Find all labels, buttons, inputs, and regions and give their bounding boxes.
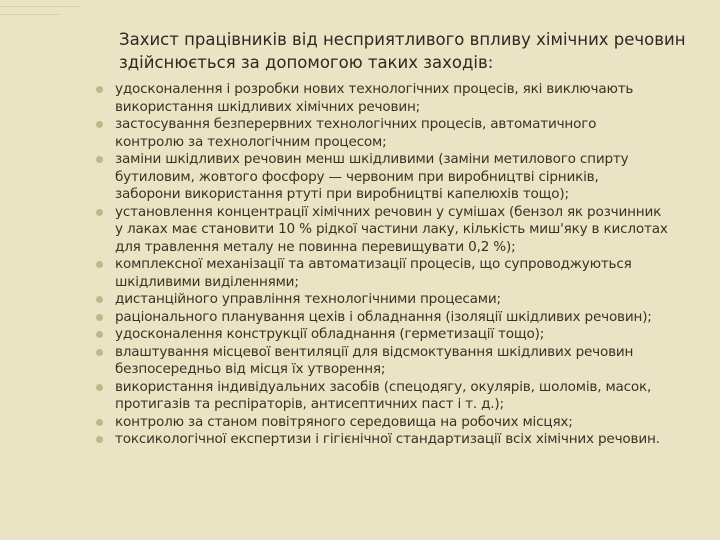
bullet-text-line: установлення концентрації хімічних речовин у сумішах (бензол як розчинник: [115, 203, 662, 220]
bullet-dot-icon: [96, 121, 103, 128]
bullet-item: [0, 81, 720, 116]
bullet-item: [0, 204, 720, 257]
bullet-dot-icon: [96, 419, 103, 426]
bullet-dot-icon: [96, 156, 103, 163]
slide-title-line: Захист працівників від несприятливого впливу хімічних речовин: [119, 30, 686, 49]
bullet-text-line: використання індивідуальних засобів (спецодягу, окулярів, шоломів, масок,: [115, 378, 652, 395]
bullet-text-line: заміни шкідливих речовин менш шкідливими (заміни метилового спирту: [115, 151, 629, 167]
bullet-text-line: дистанційного управління технологічними процесами;: [115, 291, 501, 307]
bullet-dot-icon: [96, 331, 103, 338]
bullet-item: [0, 309, 720, 327]
bullet-dot-icon: [96, 384, 103, 391]
bullet-dot-icon: [96, 261, 103, 268]
bullet-text-line: шкідливими виділеннями;: [115, 273, 299, 290]
bullet-text-line: безпосередньо від місця їх утворення;: [115, 361, 386, 377]
bullet-list: [0, 81, 720, 449]
bullet-text-line: контролю за станом повітряного середовища на робочих місцях;: [115, 413, 573, 430]
bullet-dot-icon: [96, 209, 103, 216]
bullet-text-line: використання шкідливих хімічних речовин;: [115, 98, 421, 115]
bullet-dot-icon: [96, 296, 103, 303]
bullet-dot-icon: [96, 349, 103, 356]
bullet-item: [0, 379, 720, 414]
bullet-dot-icon: [96, 314, 103, 321]
bullet-item: [0, 256, 720, 291]
decorative-line: [0, 14, 60, 15]
bullet-text-line: токсикологічної експертизи і гігієнічної стандартизації всіх хімічних речовин.: [115, 431, 660, 447]
bullet-text-line: комплексної механізації та автоматизації процесів, що супроводжуються: [115, 256, 632, 272]
bullet-item: [0, 344, 720, 379]
bullet-text-line: контролю за технологічним процесом;: [115, 133, 387, 150]
slide-title: [119, 28, 709, 74]
bullet-text-line: влаштування місцевої вентиляції для відсмоктування шкідливих речовин: [115, 343, 634, 360]
bullet-item: [0, 326, 720, 344]
bullet-text-line: застосування безперервних технологічних процесів, автоматичного: [115, 116, 597, 132]
bullet-item: [0, 116, 720, 151]
bullet-item: [0, 431, 720, 449]
bullet-text-line: удосконалення конструкції обладнання (герметизації тощо);: [115, 326, 545, 342]
decorative-line: [0, 6, 80, 7]
bullet-text-line: удосконалення і розробки нових технологічних процесів, які виключають: [115, 81, 634, 97]
bullet-text-line: для травлення металу не повинна перевищувати 0,2 %);: [115, 238, 516, 255]
bullet-dot-icon: [96, 436, 103, 443]
bullet-text-line: раціонального планування цехів і обладнання (ізоляції шкідливих речовин);: [115, 308, 652, 325]
bullet-text-line: протигазів та респіраторів, антисептичних паст і т. д.);: [115, 396, 504, 412]
bullet-text-line: бутиловим, жовтого фосфору — червоним при виробництві сірників,: [115, 168, 599, 185]
bullet-text-line: заборони використання ртуті при виробництві капелюхів тощо);: [115, 186, 569, 202]
bullet-dot-icon: [96, 86, 103, 93]
bullet-text-line: у лаках має становити 10 % рідкої частини лаку, кількість миш'яку в кислотах: [115, 221, 668, 237]
bullet-item: [0, 151, 720, 204]
slide-title-line: здійснюється за допомогою таких заходів:: [119, 53, 494, 72]
bullet-item: [0, 291, 720, 309]
bullet-item: [0, 414, 720, 432]
